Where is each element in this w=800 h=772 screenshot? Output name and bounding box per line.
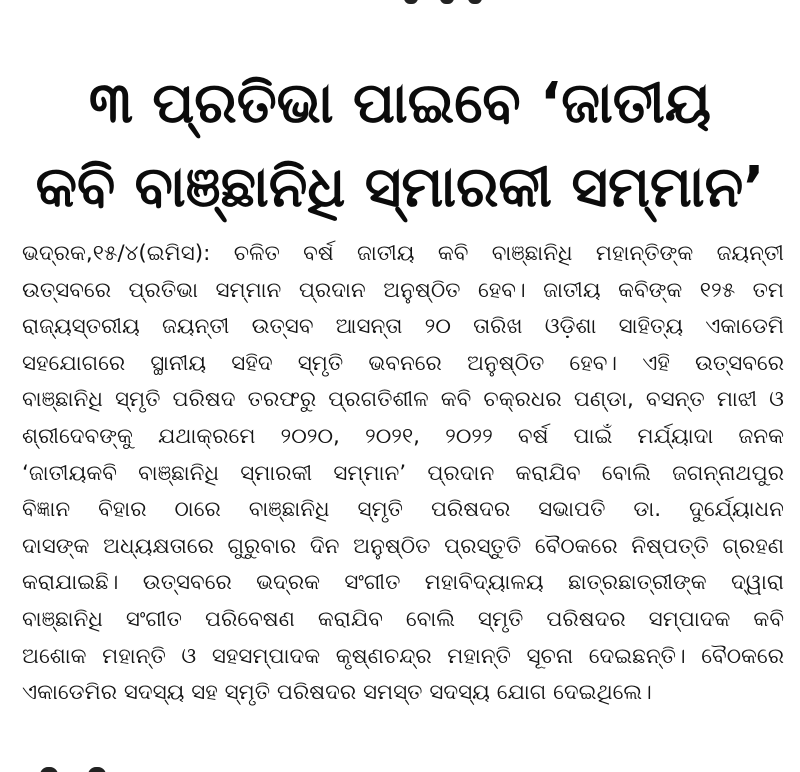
- clipped-top-fragment: [0, 0, 800, 8]
- article-line: ଦାସଙ୍କ ଅଧ୍ୟକ୍ଷତାରେ ଗୁରୁବାର ଦିନ ଅନୁଷ୍ଠିତ ପ୍ରସ୍ତୁତି ବୈଠକରେ ନିଷ୍ପତ୍ତି ଗ୍ରହଣ: [22, 533, 784, 559]
- article-line: ବାଞ୍ଛାନିଧି ସ୍ମୃତି ପରିଷଦ ତରଫରୁ ପ୍ରଗତିଶୀଳ କବି ଚକ୍ରଧର ପଣ୍ଡା, ବସନ୍ତ ମାଝୀ ଓ: [22, 387, 784, 413]
- text-fragment: [40, 767, 58, 772]
- text-fragment: [440, 0, 454, 4]
- text-fragment: [404, 0, 418, 4]
- article-line: ଏକାଡେମିର ସଦସ୍ୟ ସହ ସ୍ମୃତି ପରିଷଦର ସମସ୍ତ ସଦସ୍ୟ ଯୋଗ ଦେଇଥିଲେ।: [22, 680, 652, 706]
- headline-line-2: କବି ବାଞ୍ଛାନିଧି ସ୍ମାରକୀ ସମ୍ମାନ’: [35, 154, 765, 220]
- article-body: [22, 236, 784, 712]
- article-line: ଶ୍ରୀଦେବଙ୍କୁ ଯଥାକ୍ରମେ ୨୦୨୦, ୨୦୨୧, ୨୦୨୨ ବର୍ଷ ପାଇଁ ମର୍ଯ୍ୟାଦା ଜନକ: [22, 423, 784, 449]
- clipped-bottom-fragment: [0, 764, 800, 772]
- article-line: ରାଜ୍ୟସ୍ତରୀୟ ଜୟନ୍ତୀ ଉତ୍ସବ ଆସନ୍ତା ୨୦ ତାରିଖ ଓଡ଼ିଶା ସାହିତ୍ୟ ଏକାଡେମି: [22, 314, 784, 340]
- article-line: ବାଞ୍ଛାନିଧି ସଂଗୀତ ପରିବେଷଣ କରାଯିବ ବୋଲି ସ୍ମୃତି ପରିଷଦର ସମ୍ପାଦକ କବି: [22, 606, 784, 632]
- text-fragment: [468, 0, 482, 4]
- article-line: ଅଶୋକ ମହାନ୍ତି ଓ ସହସମ୍ପାଦକ କୃଷ୍ଣଚନ୍ଦ୍ର ମହାନ୍ତି ସୂଚନା ଦେଇଛନ୍ତି। ବୈଠକରେ: [22, 643, 784, 669]
- article-line: ଉତ୍ସବରେ ପ୍ରତିଭା ସମ୍ମାନ ପ୍ରଦାନ ଅନୁଷ୍ଠିତ ହେବ। ଜାତୀୟ କବିଙ୍କ ୧୨୫ ତମ: [22, 277, 784, 303]
- article-line: କରାଯାଇଛି। ଉତ୍ସବରେ ଭଦ୍ରକ ସଂଗୀତ ମହାବିଦ୍ୟାଳୟ ଛାତ୍ରଛାତ୍ରୀଙ୍କ ଦ୍ୱାରା: [22, 570, 784, 596]
- article-line: ‘ଜାତୀୟକବି ବାଞ୍ଛାନିଧି ସ୍ମାରକୀ ସମ୍ମାନ’ ପ୍ରଦାନ କରାଯିବ ବୋଲି ଜଗନ୍ନାଥପୁର: [22, 460, 784, 486]
- article-line: ବିଜ୍ଞାନ ବିହାର ଠାରେ ବାଞ୍ଛାନିଧି ସ୍ମୃତି ପରିଷଦର ସଭାପତି ଡା. ଦୁର୍ଯ୍ୟୋଧନ: [22, 497, 784, 523]
- article-line: ସହଯୋଗରେ ସ୍ଥାନୀୟ ସହିଦ ସ୍ମୃତି ଭବନରେ ଅନୁଷ୍ଠିତ ହେବ। ଏହି ଉତ୍ସବରେ: [22, 350, 784, 376]
- text-fragment: [88, 767, 106, 772]
- headline: [20, 62, 780, 230]
- article-line: ଭଦ୍ରକ,୧୫/୪(ଇମିସ): ଚଳିତ ବର୍ଷ ଜାତୀୟ କବି ବାଞ୍ଛାନିଧି ମହାନ୍ତିଙ୍କ ଜୟନ୍ତୀ: [22, 241, 784, 266]
- headline-line-1: ୩ ପ୍ରତିଭା ପାଇବେ ‘ଜାତୀୟ: [88, 70, 712, 136]
